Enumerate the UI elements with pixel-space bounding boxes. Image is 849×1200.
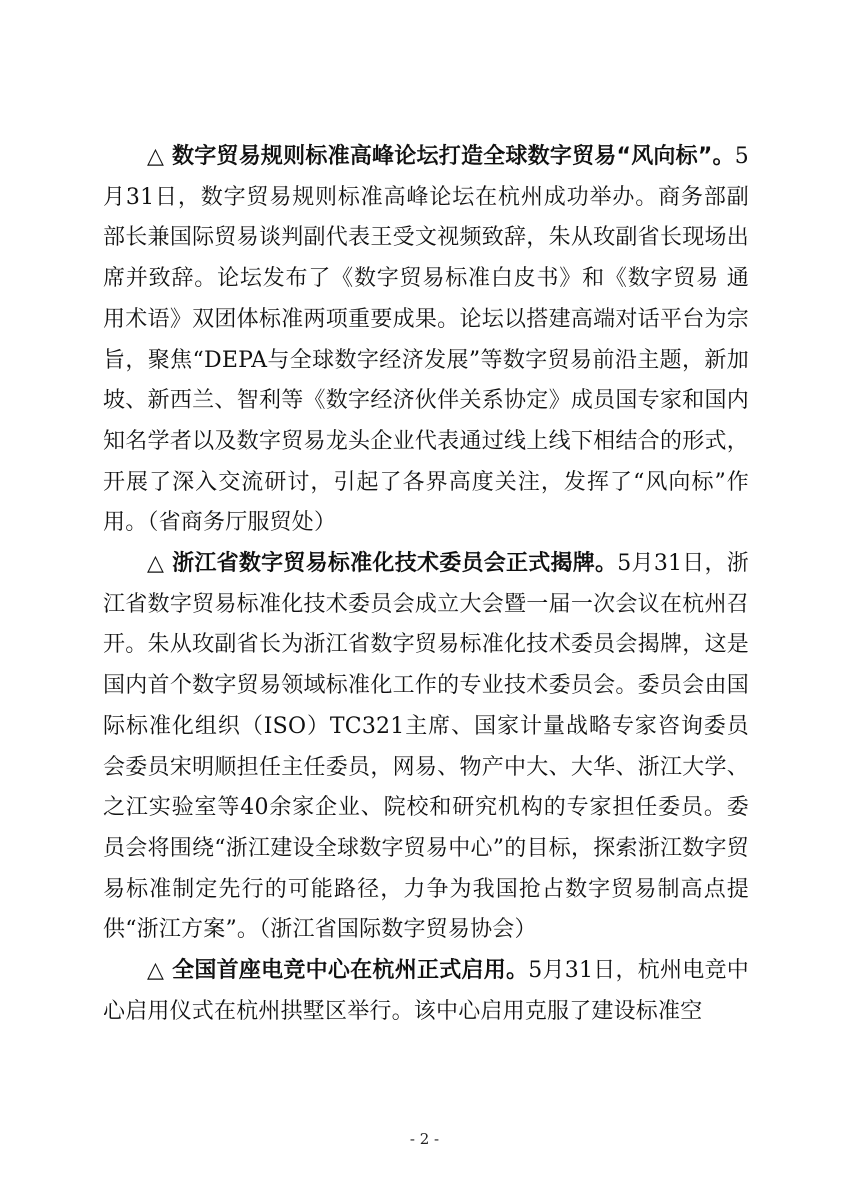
news-item-text: 5月31日，杭州电竞中心启用仪式在杭州拱墅区举行。该中心启用克服了建设标准空 — [103, 958, 749, 1024]
news-item-standardization-committee — [103, 544, 749, 951]
document-body — [103, 137, 749, 1032]
news-item-text: 5月31日，数字贸易规则标准高峰论坛在杭州成功举办。商务部副部长兼国际贸易谈判副代表王受文视频致辞，朱从玫副省长现场出席并致辞。论坛发布了《数字贸易标准白皮书》和《数字贸易 通用术语》双团体标准两项重要成果。论坛以搭建高端对话平台为宗旨，聚焦“DEPA与全球数字经济发展”等数字贸易前沿主题，新加坡、新西兰、智利等《数字经济伙伴关系协定》成员国专家和国内知名学者以及数字贸易龙头企业代表通过线上线下相结合的形式，开展了深入交流研讨，引起了各界高度关注，发挥了“风向标”作用。（省商务厅服贸处） — [103, 144, 749, 536]
news-item-esports-center — [103, 951, 749, 1032]
news-item-heading: △ 全国首座电竞中心在杭州正式启用。 — [147, 958, 529, 984]
news-item-heading: △ 数字贸易规则标准高峰论坛打造全球数字贸易“风向标”。 — [147, 144, 735, 169]
news-item-text: 5月31日，浙江省数字贸易标准化技术委员会成立大会暨一届一次会议在杭州召开。朱从玫副省长为浙江省数字贸易标准化技术委员会揭牌，这是国内首个数字贸易领域标准化工作的专业技术委员会。委员会由国际标准化组织（ISO）TC321主席、国家计量战略专家咨询委员会委员宋明顺担任主任委员，网易、物产中大、大华、浙江大学、之江实验室等40余家企业、院校和研究机构的专家担任委员。委员会将围绕“浙江建设全球数字贸易中心”的目标，探索浙江数字贸易标准制定先行的可能路径，力争为我国抢占数字贸易制高点提供“浙江方案”。（浙江省国际数字贸易协会） — [103, 551, 749, 943]
news-item-heading: △ 浙江省数字贸易标准化技术委员会正式揭牌。 — [147, 551, 618, 577]
page-number: - 2 - — [409, 1130, 440, 1148]
news-item-digital-trade-forum — [103, 137, 749, 544]
